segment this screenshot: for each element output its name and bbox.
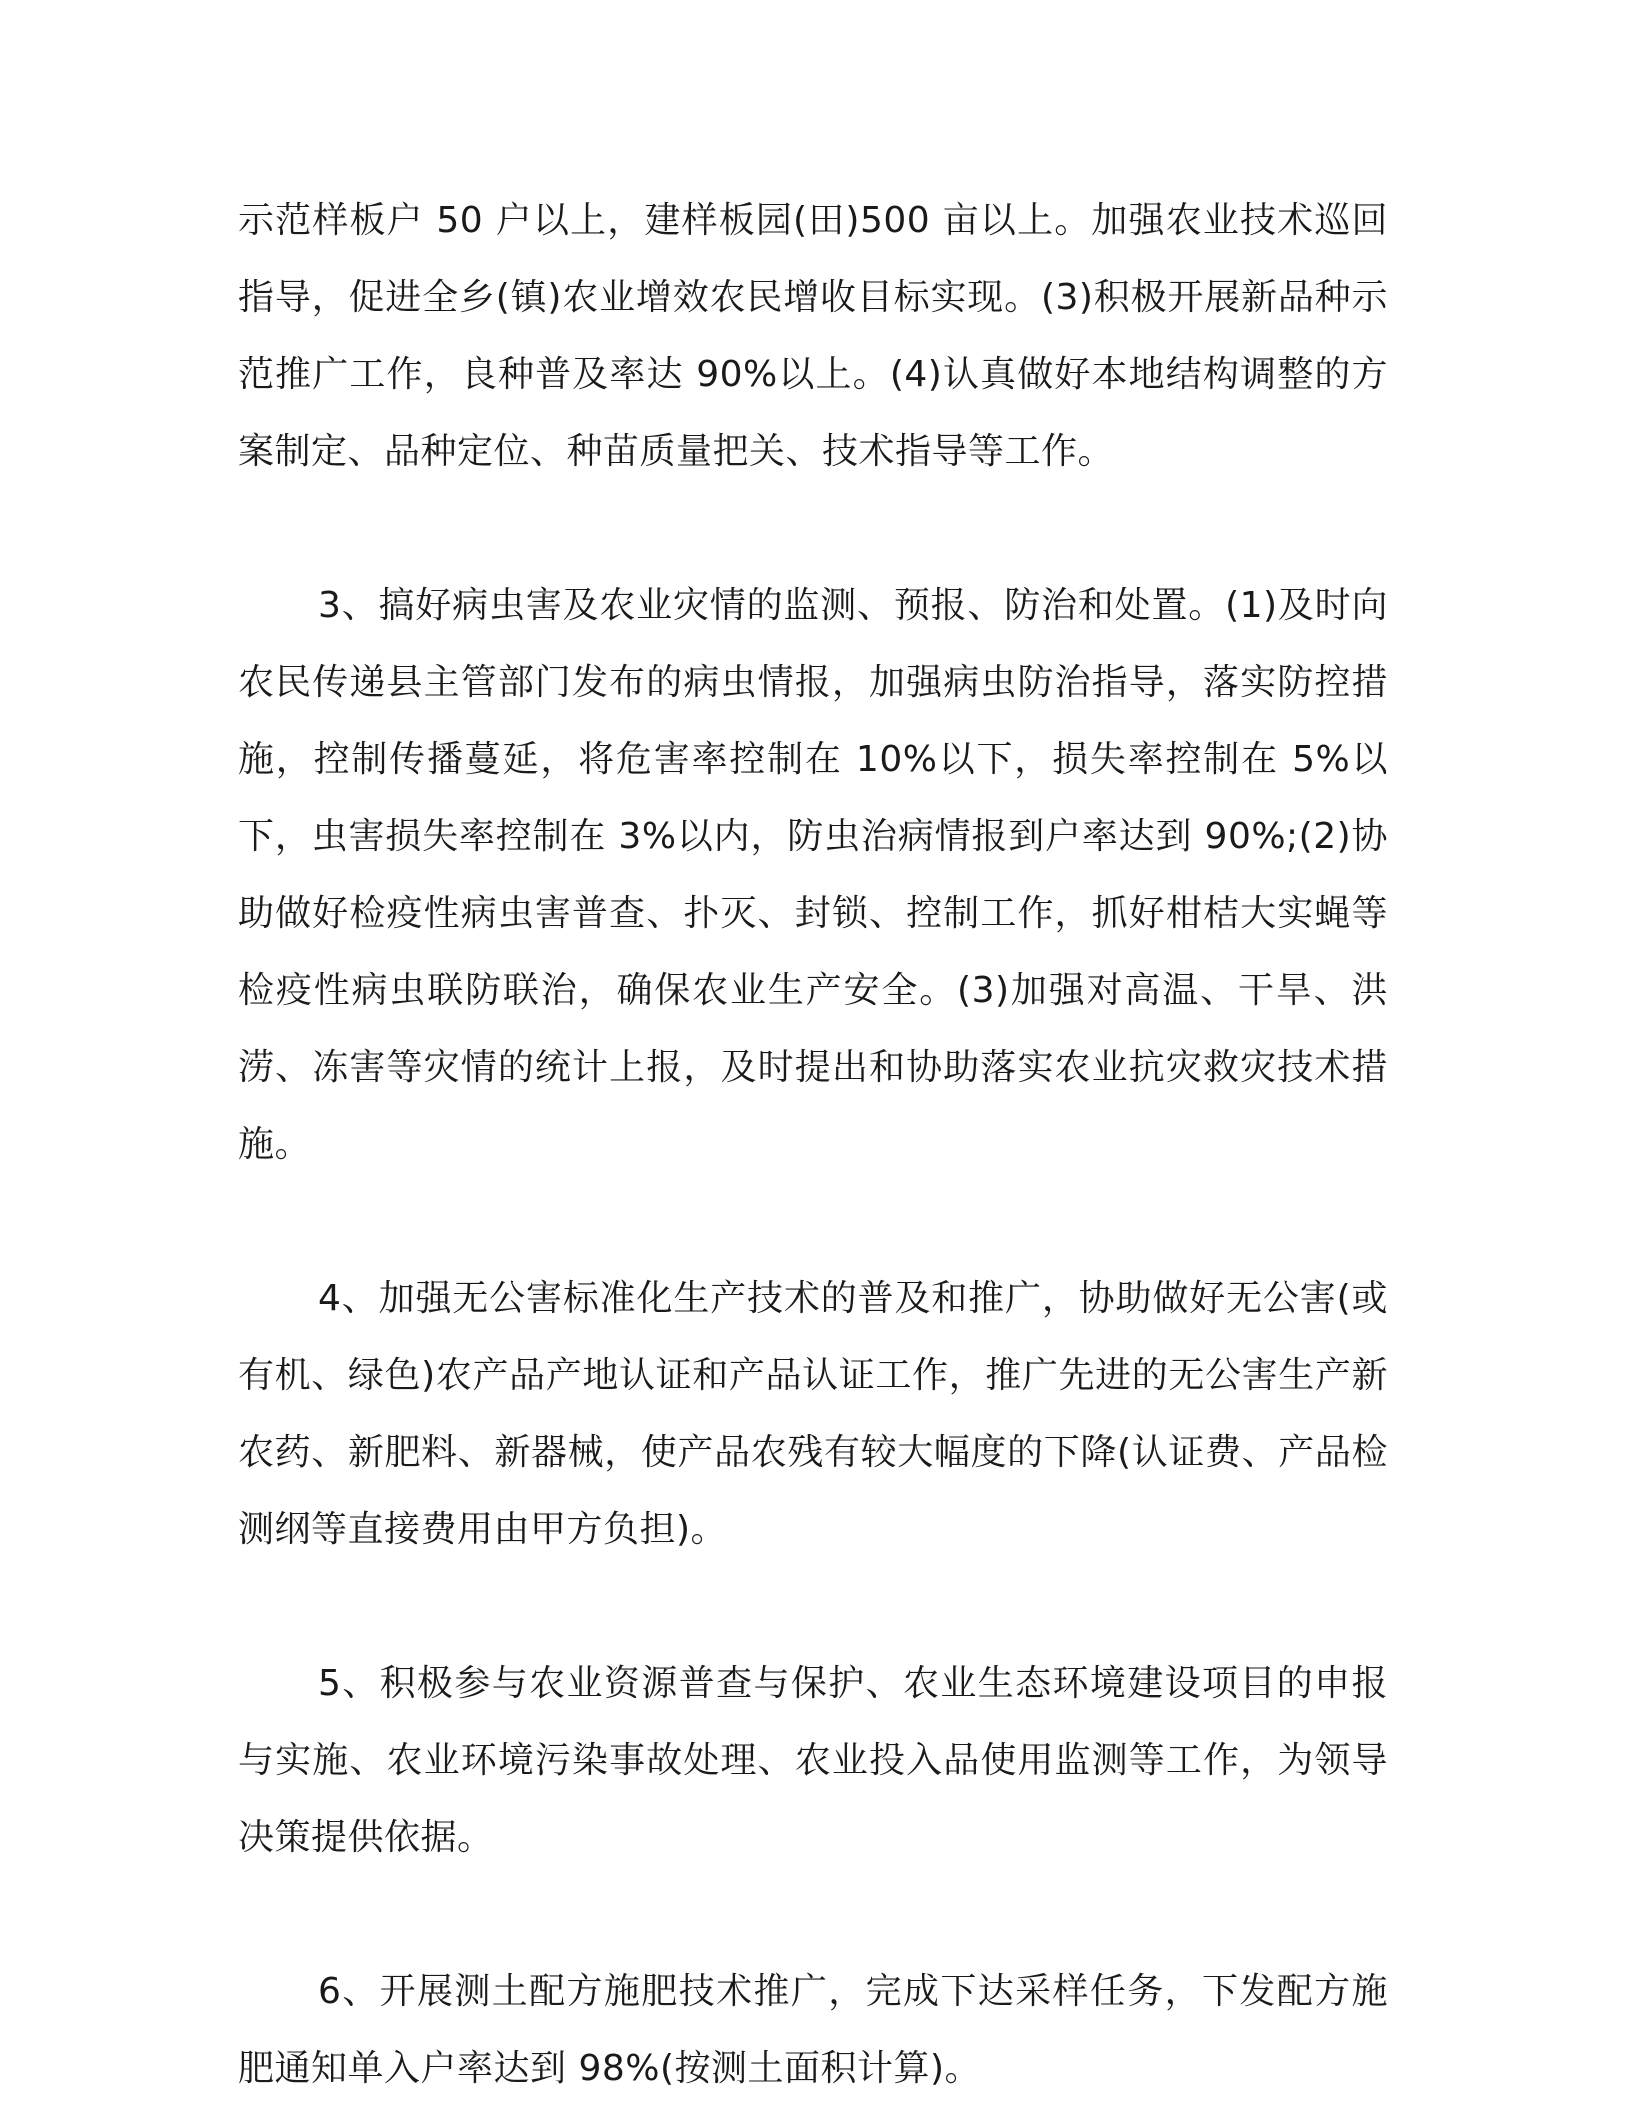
paragraph-item-6: 6、开展测土配方施肥技术推广，完成下达采样任务，下发配方施肥通知单入户率达到 98%(按测土面积计算)。 xyxy=(238,1971,1388,2089)
paragraph-continuation: 示范样板户 50 户以上，建样板园(田)500 亩以上。加强农业技术巡回指导，促进全乡(镇)农业增效农民增收目标实现。(3)积极开展新品种示范推广工作，良种普及率达 90%以上。(4)认真做好本地结构调整的方案制定、品种定位、种苗质量把关、技术指导等工作。 xyxy=(238,200,1388,472)
document-body xyxy=(238,182,1388,2107)
paragraph-item-5: 5、积极参与农业资源普查与保护、农业生态环境建设项目的申报与实施、农业环境污染事故处理、农业投入品使用监测等工作，为领导决策提供依据。 xyxy=(238,1663,1388,1858)
paragraph-item-3: 3、搞好病虫害及农业灾情的监测、预报、防治和处置。(1)及时向农民传递县主管部门发布的病虫情报，加强病虫防治指导，落实防控措施，控制传播蔓延，将危害率控制在 10%以下，损失率控制在 5%以下，虫害损失率控制在 3%以内，防虫治病情报到户率达到 90%;(2)协助做好检疫性病虫害普查、扑灭、封锁、控制工作，抓好柑桔大实蝇等检疫性病虫联防联治，确保农业生产安全。(3)加强对高温、干旱、洪涝、冻害等灾情的统计上报，及时提出和协助落实农业抗灾救灾技术措施。 xyxy=(238,585,1388,1165)
paragraph-item-4: 4、加强无公害标准化生产技术的普及和推广，协助做好无公害(或有机、绿色)农产品产地认证和产品认证工作，推广先进的无公害生产新农药、新肥料、新器械，使产品农残有较大幅度的下降(认证费、产品检测纲等直接费用由甲方负担)。 xyxy=(238,1278,1388,1550)
